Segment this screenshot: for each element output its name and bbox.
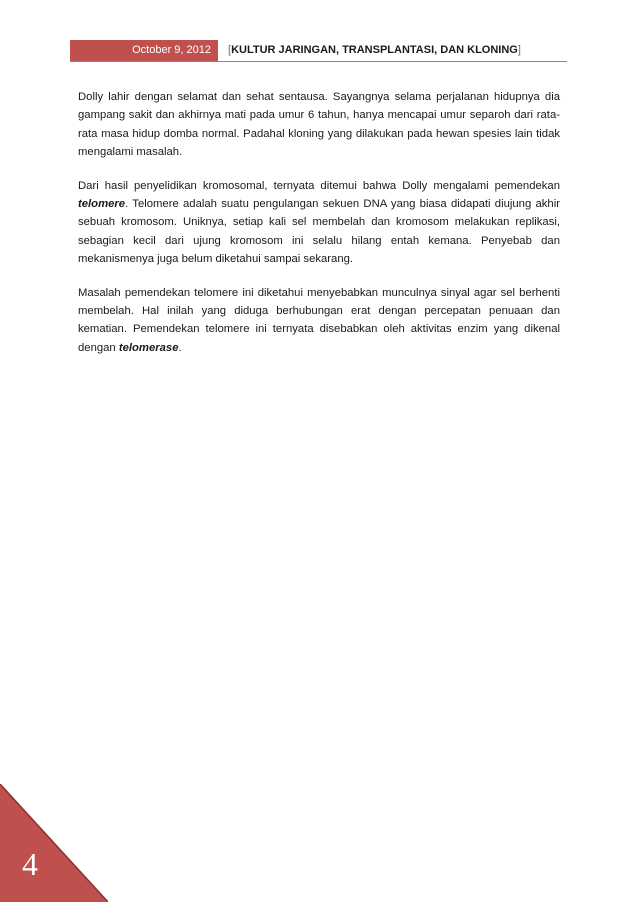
document-body — [78, 88, 560, 372]
header-bracket-close: ] — [517, 44, 521, 56]
paragraph-3 — [78, 284, 560, 358]
paragraph-3-text-end: . — [178, 341, 182, 354]
paragraph-2-text-start: Dari hasil penyelidikan kromosomal, ternyata ditemui bahwa Dolly mengalami pemendekan — [78, 179, 560, 192]
page-header — [70, 40, 567, 62]
term-telomerase: telomerase — [118, 341, 179, 354]
page-number: 4 — [22, 846, 38, 882]
corner-triangle — [0, 784, 108, 902]
paragraph-2 — [78, 177, 560, 269]
header-title — [228, 40, 521, 61]
paragraph-2-text-end: . Telomere adalah suatu pengulangan sekuen DNA yang biasa didapati diujung akhir sebuah kromosom. Uniknya, setiap kali sel membelah dan kromosom melakukan replikasi, sebagian kecil dari ujung kromosom ini selalu hilang entah kemana. Penyebab dan mekanismenya juga belum diketahui sampai sekarang. — [78, 198, 560, 266]
paragraph-3-text-start: Masalah pemendekan telomere ini diketahui menyebabkan munculnya sinyal agar sel berhenti membelah. Hal inilah yang diduga berhubungan erat dengan percepatan penuaan dan kematian. Pemendekan telomere ini ternyata disebabkan oleh aktivitas enzim yang dikenal dengan — [78, 286, 560, 354]
paragraph-1: Dolly lahir dengan selamat dan sehat sentausa. Sayangnya selama perjalanan hidupnya dia gampang sakit dan akhirnya mati pada umur 6 tahun, hanya mencapai umur separoh dari rata-rata masa hidup domba normal. Padahal kloning yang dilakukan pada hewan spesies lain tidak mengalami masalah. — [78, 91, 560, 159]
term-telomere: telomere — [78, 198, 126, 211]
header-title-text: KULTUR JARINGAN, TRANSPLANTASI, DAN KLONING — [231, 44, 518, 56]
header-date: October 9, 2012 — [70, 40, 218, 61]
page-number-corner — [0, 784, 108, 902]
header-bracket-open: [ — [228, 44, 232, 56]
